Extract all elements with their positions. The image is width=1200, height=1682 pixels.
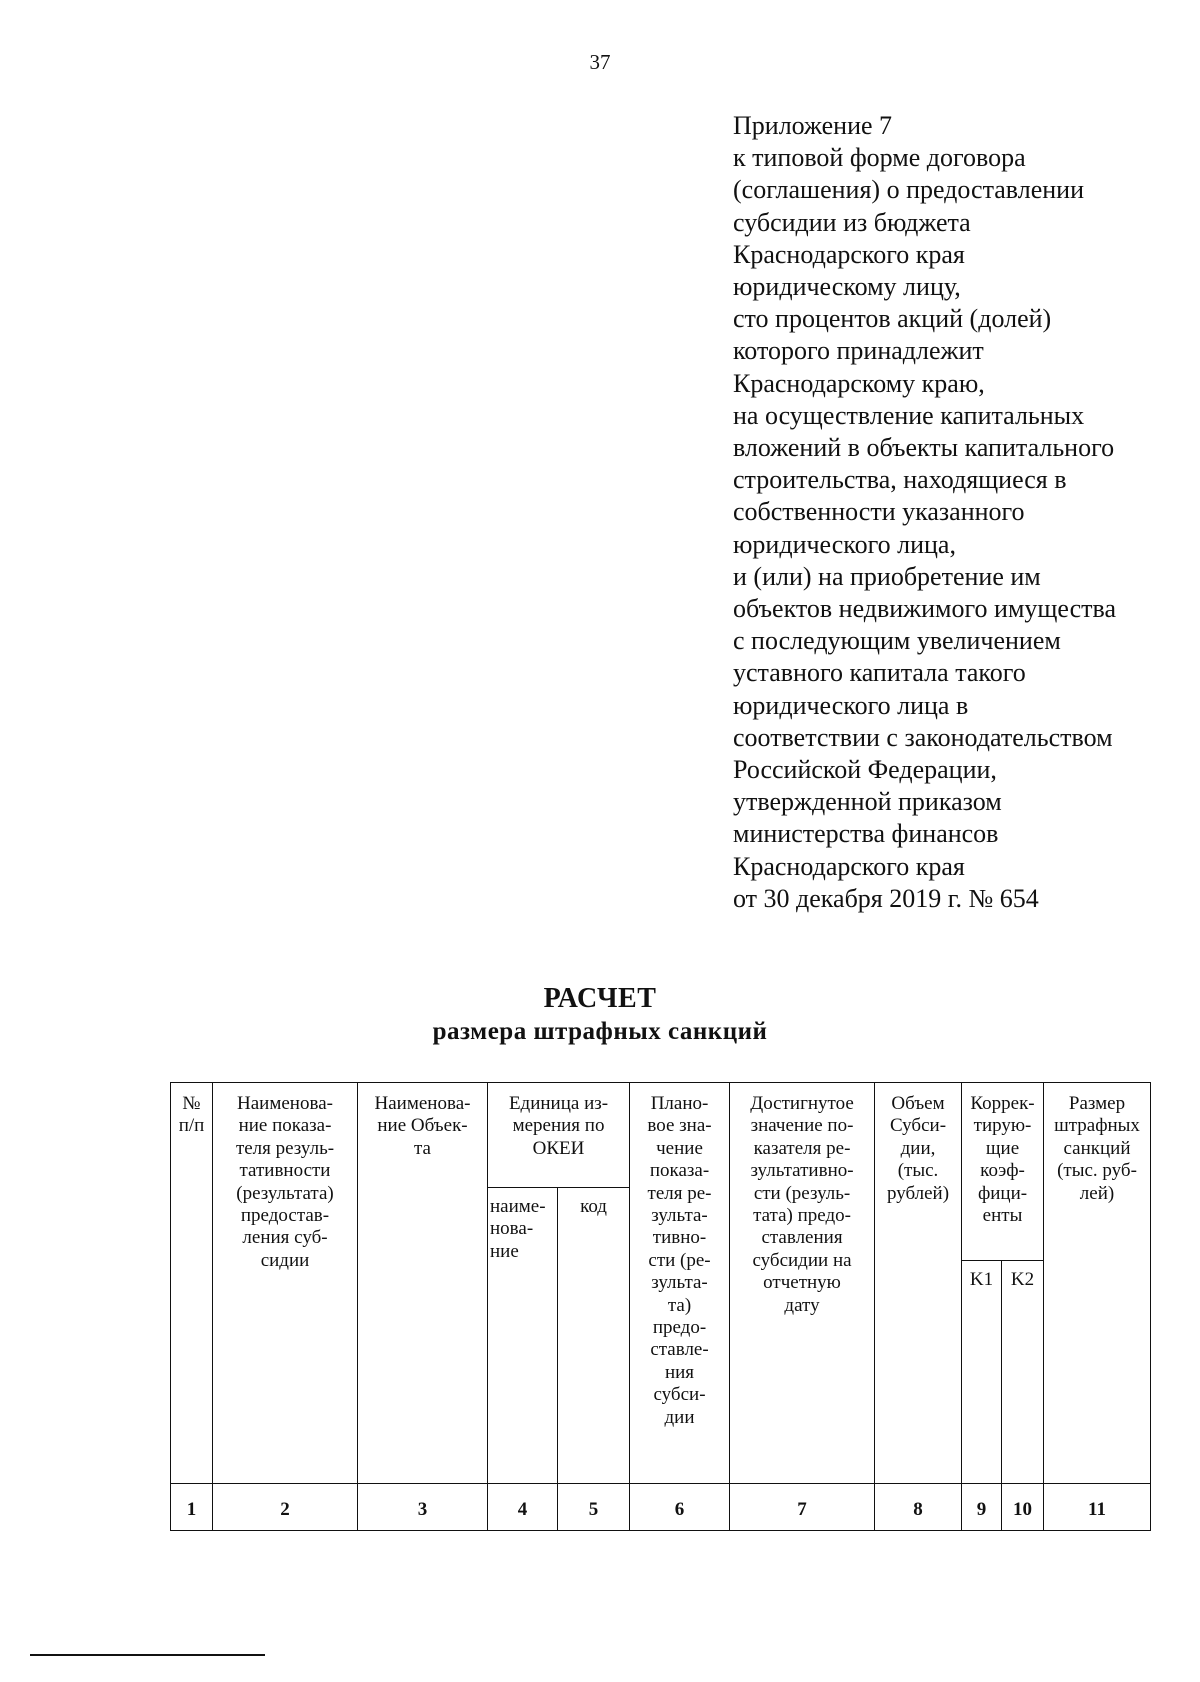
header-col-correction-coefficients: Коррек- тирую- щие коэф- фици- енты <box>962 1083 1044 1261</box>
header-col-number: № п/п <box>171 1083 213 1484</box>
footnote-separator <box>30 1654 265 1656</box>
page-number: 37 <box>589 50 611 74</box>
column-number-cell: 2 <box>213 1484 358 1531</box>
header-col-okei-group: Единица из- мерения по ОКЕИ <box>488 1083 630 1188</box>
header-col-achieved-value: Достигнутое значение по- казателя ре- зультативно- сти (резуль- тата) предо- ставления субсидии на отчетную дату <box>730 1083 875 1484</box>
document-subtitle: размера штрафных санкций <box>432 1018 768 1045</box>
sanctions-table <box>170 1082 1151 1531</box>
appendix-header <box>733 110 1173 915</box>
appendix-line: утвержденной приказом <box>733 787 1002 817</box>
appendix-line: вложений в объекты капитального <box>733 433 1115 463</box>
appendix-line: на осуществление капитальных <box>733 400 1085 430</box>
appendix-line: к типовой форме договора <box>733 143 1026 173</box>
appendix-line: и (или) на приобретение им <box>733 561 1041 591</box>
column-number-cell: 3 <box>358 1484 488 1531</box>
column-number-row <box>171 1484 1151 1531</box>
appendix-line: Краснодарскому краю, <box>733 368 985 398</box>
appendix-line: уставного капитала такого <box>733 658 1026 688</box>
appendix-line: Краснодарского края <box>733 851 965 881</box>
appendix-line: юридического лица, <box>733 529 956 559</box>
appendix-line: юридическому лицу, <box>733 272 961 302</box>
header-col-object-name: Наименова- ние Объек- та <box>358 1083 488 1484</box>
appendix-line: сто процентов акций (долей) <box>733 304 1052 334</box>
column-number-cell: 5 <box>558 1484 630 1531</box>
appendix-line: субсидии из бюджета <box>733 207 971 237</box>
header-col-k2: K2 <box>1002 1261 1044 1484</box>
appendix-line: строительства, находящиеся в <box>733 465 1067 495</box>
appendix-line: объектов недвижимого имущества <box>733 594 1116 624</box>
appendix-line: с последующим увеличением <box>733 626 1061 656</box>
appendix-line: Краснодарского края <box>733 239 965 269</box>
header-row-1 <box>171 1083 1151 1188</box>
column-number-cell: 6 <box>630 1484 730 1531</box>
document-title: РАСЧЕТ <box>543 983 657 1014</box>
column-number-cell: 9 <box>962 1484 1002 1531</box>
appendix-line: (соглашения) о предоставлении <box>733 175 1084 205</box>
column-number-cell: 11 <box>1044 1484 1151 1531</box>
appendix-line: Приложение 7 <box>733 111 893 140</box>
header-col-subsidy-volume: Объем Субси- дии, (тыс. рублей) <box>875 1083 962 1484</box>
appendix-line: собственности указанного <box>733 497 1025 527</box>
header-col-k1: K1 <box>962 1261 1002 1484</box>
appendix-line: Российской Федерации, <box>733 755 997 785</box>
column-number-cell: 1 <box>171 1484 213 1531</box>
appendix-line: юридического лица в <box>733 690 969 720</box>
document-title-block <box>0 982 1200 1048</box>
column-number-cell: 10 <box>1002 1484 1044 1531</box>
column-number-cell: 7 <box>730 1484 875 1531</box>
column-number-cell: 8 <box>875 1484 962 1531</box>
column-number-cell: 4 <box>488 1484 558 1531</box>
header-col-unit-name: наиме- нова- ние <box>488 1188 558 1484</box>
header-col-sanction-amount: Размер штрафных санкций (тыс. руб- лей) <box>1044 1083 1151 1484</box>
appendix-line: министерства финансов <box>733 819 999 849</box>
appendix-line: соответствии с законодательством <box>733 722 1113 752</box>
appendix-line: которого принадлежит <box>733 336 984 366</box>
header-col-unit-code: код <box>558 1188 630 1484</box>
header-col-planned-value: Плано- вое зна- чение показа- теля ре- зульта- тивно- сти (ре- зульта- та) предо- ставле- ния субси- дии <box>630 1083 730 1484</box>
header-col-indicator-name: Наименова- ние показа- теля резуль- тативности (результата) предостав- ления суб- сидии <box>213 1083 358 1484</box>
appendix-line: от 30 декабря 2019 г. № 654 <box>733 883 1039 913</box>
